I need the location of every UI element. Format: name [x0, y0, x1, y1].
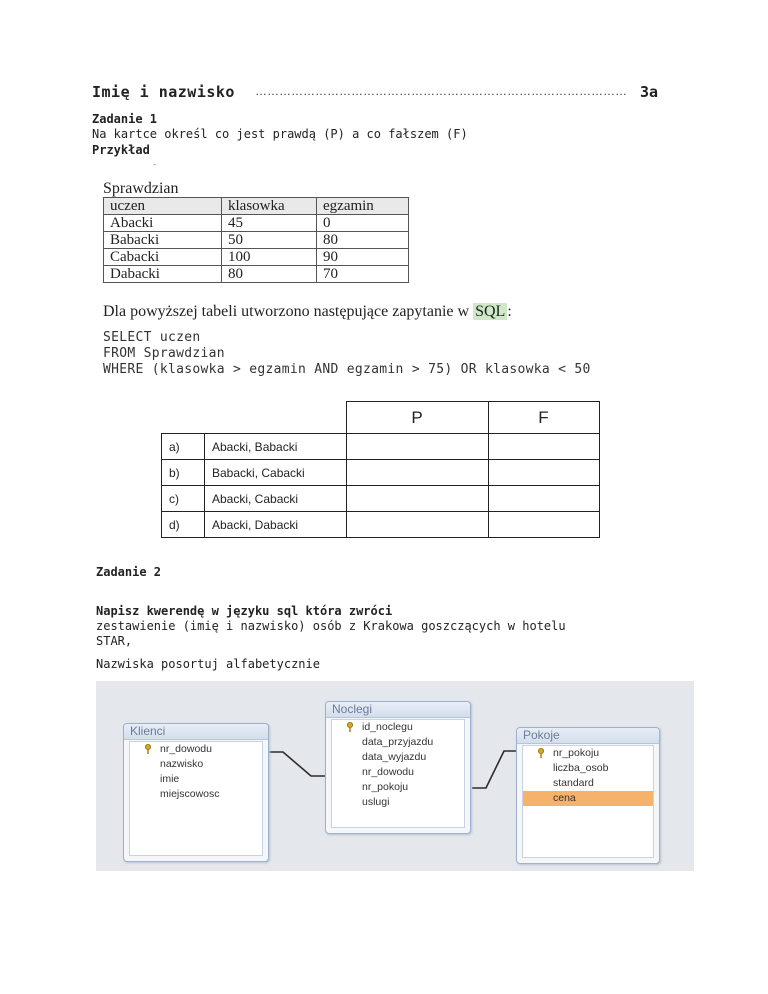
column-header: uczen [104, 198, 222, 215]
field-name: data_wyjazdu [362, 751, 427, 763]
field-row[interactable] [523, 776, 653, 791]
true-cell[interactable] [346, 434, 488, 460]
table-cell: Babacki [104, 232, 222, 249]
table-title: Klienci [124, 724, 268, 740]
field-row[interactable] [130, 772, 262, 787]
field-name: cena [553, 792, 576, 804]
field-name: liczba_osob [553, 762, 609, 774]
answer-option: Abacki, Cabacki [205, 486, 347, 512]
field-name: miejscowosc [160, 788, 220, 800]
table-row [104, 232, 409, 249]
table-cell: 80 [317, 232, 409, 249]
field-name: nr_pokoju [553, 747, 600, 759]
false-cell[interactable] [488, 460, 599, 486]
answer-row [162, 434, 600, 460]
field-row[interactable] [130, 742, 262, 757]
table-cell: Dabacki [104, 266, 222, 283]
table-row [104, 249, 409, 266]
answer-option: Abacki, Babacki [205, 434, 347, 460]
field-list [522, 745, 654, 858]
field-name: data_przyjazdu [362, 736, 434, 748]
answer-row [162, 486, 600, 512]
field-name: nr_dowodu [362, 766, 414, 778]
task2-instruction-line2: STAR, [96, 634, 133, 648]
table-cell: 100 [222, 249, 317, 266]
primary-key-icon [144, 744, 152, 754]
table-row [104, 215, 409, 232]
table-cell: 70 [317, 266, 409, 283]
query-intro-text: Dla powyższej tabeli utworzono następujące zapytanie w [103, 303, 474, 320]
primary-key-icon [537, 748, 545, 758]
table-cell: 50 [222, 232, 317, 249]
true-cell[interactable] [346, 460, 488, 486]
answer-letter: c) [162, 486, 205, 512]
sql-line-select: SELECT uczen [103, 330, 201, 345]
sql-highlight: SQL [475, 303, 506, 320]
answer-option: Babacki, Cabacki [205, 460, 347, 486]
answer-header-row [162, 402, 600, 434]
field-name: id_noclegu [362, 721, 413, 733]
table-title: Noclegi [326, 702, 470, 718]
query-intro-colon: : [507, 303, 512, 320]
name-label: Imię i nazwisko [92, 83, 235, 101]
answer-row [162, 460, 600, 486]
table-cell: 80 [222, 266, 317, 283]
table-klienci[interactable] [123, 723, 269, 862]
field-row[interactable] [332, 765, 464, 780]
false-cell[interactable] [488, 434, 599, 460]
field-list [331, 719, 465, 828]
answer-letter: b) [162, 460, 205, 486]
false-cell[interactable] [488, 486, 599, 512]
name-blank-line: ………………………………………………………………………………… [255, 84, 627, 98]
field-name: uslugi [362, 796, 390, 808]
primary-key-icon [346, 722, 354, 732]
field-name: nr_pokoju [362, 781, 409, 793]
false-cell[interactable] [488, 512, 599, 538]
task2-instruction-line1: zestawienie (imię i nazwisko) osób z Krakowa goszczących w hotelu [96, 619, 566, 633]
column-header: klasowka [222, 198, 317, 215]
relationship-klienci-noclegi [267, 752, 325, 776]
field-row[interactable] [332, 720, 464, 735]
column-header: egzamin [317, 198, 409, 215]
true-cell[interactable] [346, 486, 488, 512]
sql-line-from: FROM Sprawdzian [103, 346, 225, 361]
example-table-title: Sprawdzian [103, 180, 179, 197]
table-cell: 45 [222, 215, 317, 232]
sql-line-where: WHERE (klasowka > egzamin AND egzamin > 75) OR klasowka < 50 [103, 362, 591, 377]
field-list [129, 741, 263, 856]
class-code: 3a [640, 83, 659, 101]
field-row[interactable] [523, 761, 653, 776]
table-cell: Abacki [104, 215, 222, 232]
example-label: Przykład [92, 143, 150, 157]
relationship-noclegi-pokoje [472, 751, 516, 788]
true-column-header: P [346, 402, 488, 434]
field-row[interactable] [130, 757, 262, 772]
field-name: nr_dowodu [160, 743, 212, 755]
example-table [103, 197, 409, 283]
table-noclegi[interactable] [325, 701, 471, 834]
field-name: imie [160, 773, 180, 785]
field-row[interactable] [130, 787, 262, 802]
task2-sort-note: Nazwiska posortuj alfabetycznie [96, 657, 320, 671]
query-intro [103, 303, 512, 321]
answer-letter: a) [162, 434, 205, 460]
table-row [104, 266, 409, 283]
table-cell: Cabacki [104, 249, 222, 266]
stray-mark: - [152, 160, 158, 170]
answer-table [161, 401, 600, 538]
answer-letter: d) [162, 512, 205, 538]
answer-row [162, 512, 600, 538]
empty-cell [205, 402, 347, 434]
task1-title: Zadanie 1 [92, 112, 158, 126]
field-row[interactable] [332, 735, 464, 750]
table-cell: 90 [317, 249, 409, 266]
false-column-header: F [488, 402, 599, 434]
field-row[interactable] [332, 780, 464, 795]
answer-option: Abacki, Dabacki [205, 512, 347, 538]
field-name: nazwisko [160, 758, 204, 770]
field-row[interactable] [332, 750, 464, 765]
field-row[interactable] [332, 795, 464, 810]
task1-instruction: Na kartce określ co jest prawdą (P) a co fałszem (F) [92, 127, 468, 141]
empty-cell [162, 402, 205, 434]
table-title: Pokoje [517, 728, 659, 744]
table-cell: 0 [317, 215, 409, 232]
example-table-header [104, 198, 409, 215]
true-cell[interactable] [346, 512, 488, 538]
field-row[interactable] [523, 746, 653, 761]
field-row-selected[interactable] [523, 791, 653, 806]
table-pokoje[interactable] [516, 727, 660, 864]
schema-diagram [96, 681, 694, 871]
field-name: standard [553, 777, 594, 789]
task2-instruction-bold: Napisz kwerendę w języku sql która zwróci [96, 604, 393, 618]
task2-title: Zadanie 2 [96, 565, 162, 579]
